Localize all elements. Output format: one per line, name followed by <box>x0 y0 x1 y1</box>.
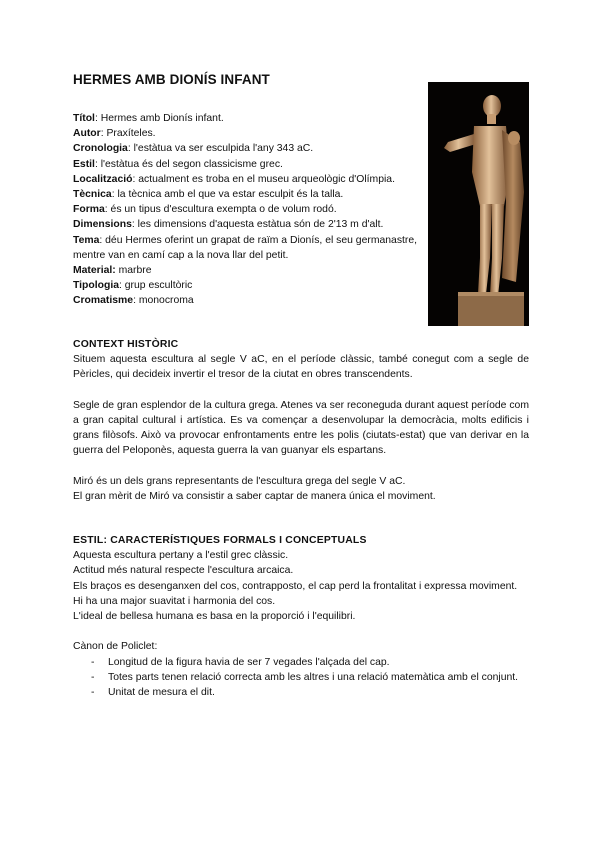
info-label: Material: <box>73 265 116 277</box>
hermes-statue-image <box>428 82 529 326</box>
style-line: Aquesta escultura pertany a l'estil grec clàssic. <box>73 550 289 562</box>
info-form-row <box>73 202 423 217</box>
info-label: Cromatisme <box>73 295 134 307</box>
context-paragraph-1: Situem aquesta escultura al segle V aC, en el període clàssic, també conegut com a segle de Pèricles, qui decideix invertir el tresor de la ciutat en obres transcendents. <box>73 354 529 381</box>
style-line: L'ideal de bellesa humana es basa en la proporció i l'equilibri. <box>73 611 356 623</box>
info-style-row <box>73 157 423 172</box>
info-typology-row <box>73 278 423 293</box>
info-author-row <box>73 126 423 141</box>
context-paragraph-3a: Miró és un dels grans representants de l'escultura grega del segle V aC. <box>73 475 406 487</box>
style-line: Els braços es desenganxen del cos, contrapposto, el cap perd la frontalitat i expressa moviment. <box>73 580 518 592</box>
canon-title: Cànon de Policlet: <box>73 641 158 653</box>
info-value: : grup escultòric <box>119 280 193 292</box>
style-line: Hi ha una major suavitat i harmonia del cos. <box>73 595 276 607</box>
context-paragraph-3b: El gran mèrit de Miró va consistir a saber captar de manera única el moviment. <box>73 491 436 502</box>
list-item: - Longitud de la figura havia de ser 7 vegades l'alçada del cap. <box>73 655 529 670</box>
info-label: Estil <box>73 158 95 170</box>
info-label: Títol <box>73 113 95 124</box>
info-value: : l'estàtua és del segon classicisme grec. <box>94 158 283 170</box>
style-line: Actitud més natural respecte l'escultura arcaica. <box>73 565 294 577</box>
info-value: : la tècnica amb el que va estar esculpit és la talla. <box>111 189 344 201</box>
info-label: Tema <box>73 234 100 246</box>
info-value: : Hermes amb Dionís infant. <box>94 113 224 124</box>
list-item: - Totes parts tenen relació correcta amb les altres i una relació matemàtica amb el conjunt. <box>73 670 529 685</box>
artwork-info <box>73 111 423 309</box>
info-label: Dimensions <box>73 219 132 231</box>
info-value: : actualment es troba en el museu arqueològic d'Olímpia. <box>132 173 395 185</box>
info-value: : les dimensions d'aquesta estàtua són de 2'13 m d'alt. <box>131 219 384 231</box>
info-label: Autor <box>73 128 101 140</box>
statue-photo <box>428 82 529 326</box>
context-heading: CONTEXT HISTÒRIC <box>73 339 179 350</box>
info-technique-row <box>73 187 423 202</box>
info-color-row <box>73 293 423 308</box>
info-value: : és un tipus d'escultura exempta o de volum rodó. <box>104 204 337 216</box>
info-value: marbre <box>115 265 152 277</box>
canon-list <box>73 655 529 701</box>
context-paragraph-2: Segle de gran esplendor de la cultura grega. Atenes va ser reconeguda durant aquest període com a gran capital cultural i artística. Es va començar a desenvolupar la democràcia, molts edificis i grans filòsofs. Això va provocar enfrontaments entre les polis (ciutats-estat) que van derivar en la guerra del Peloponès, aquesta guerra la van guanyar els espartans. <box>73 399 529 457</box>
info-chronology-row <box>73 141 423 156</box>
info-value: : monocroma <box>133 295 194 307</box>
info-location-row <box>73 172 423 187</box>
style-heading: ESTIL: CARACTERÍSTIQUES FORMALS I CONCEPTUALS <box>73 535 367 546</box>
info-label: Localització <box>73 173 133 185</box>
list-item: - Unitat de mesura el dit. <box>73 685 529 700</box>
context-section <box>73 337 529 504</box>
info-label: Cronologia <box>73 143 128 155</box>
info-label: Tècnica <box>73 189 112 201</box>
info-material-row <box>73 263 423 278</box>
page-title: HERMES AMB DIONÍS INFANT <box>73 72 270 87</box>
info-title-row <box>73 111 423 126</box>
info-value: : Praxíteles. <box>100 128 156 140</box>
style-section <box>73 533 529 700</box>
info-label: Tipologia <box>73 280 119 292</box>
info-theme-row <box>73 233 423 263</box>
info-value: : l'estàtua va ser esculpida l'any 343 aC. <box>127 143 314 155</box>
info-label: Forma <box>73 204 105 216</box>
info-value: : déu Hermes oferint un grapat de raïm a Dionís, el seu germanastre, mentre van en camí cap a la nova llar del petit. <box>73 234 418 261</box>
info-dimensions-row <box>73 217 423 232</box>
